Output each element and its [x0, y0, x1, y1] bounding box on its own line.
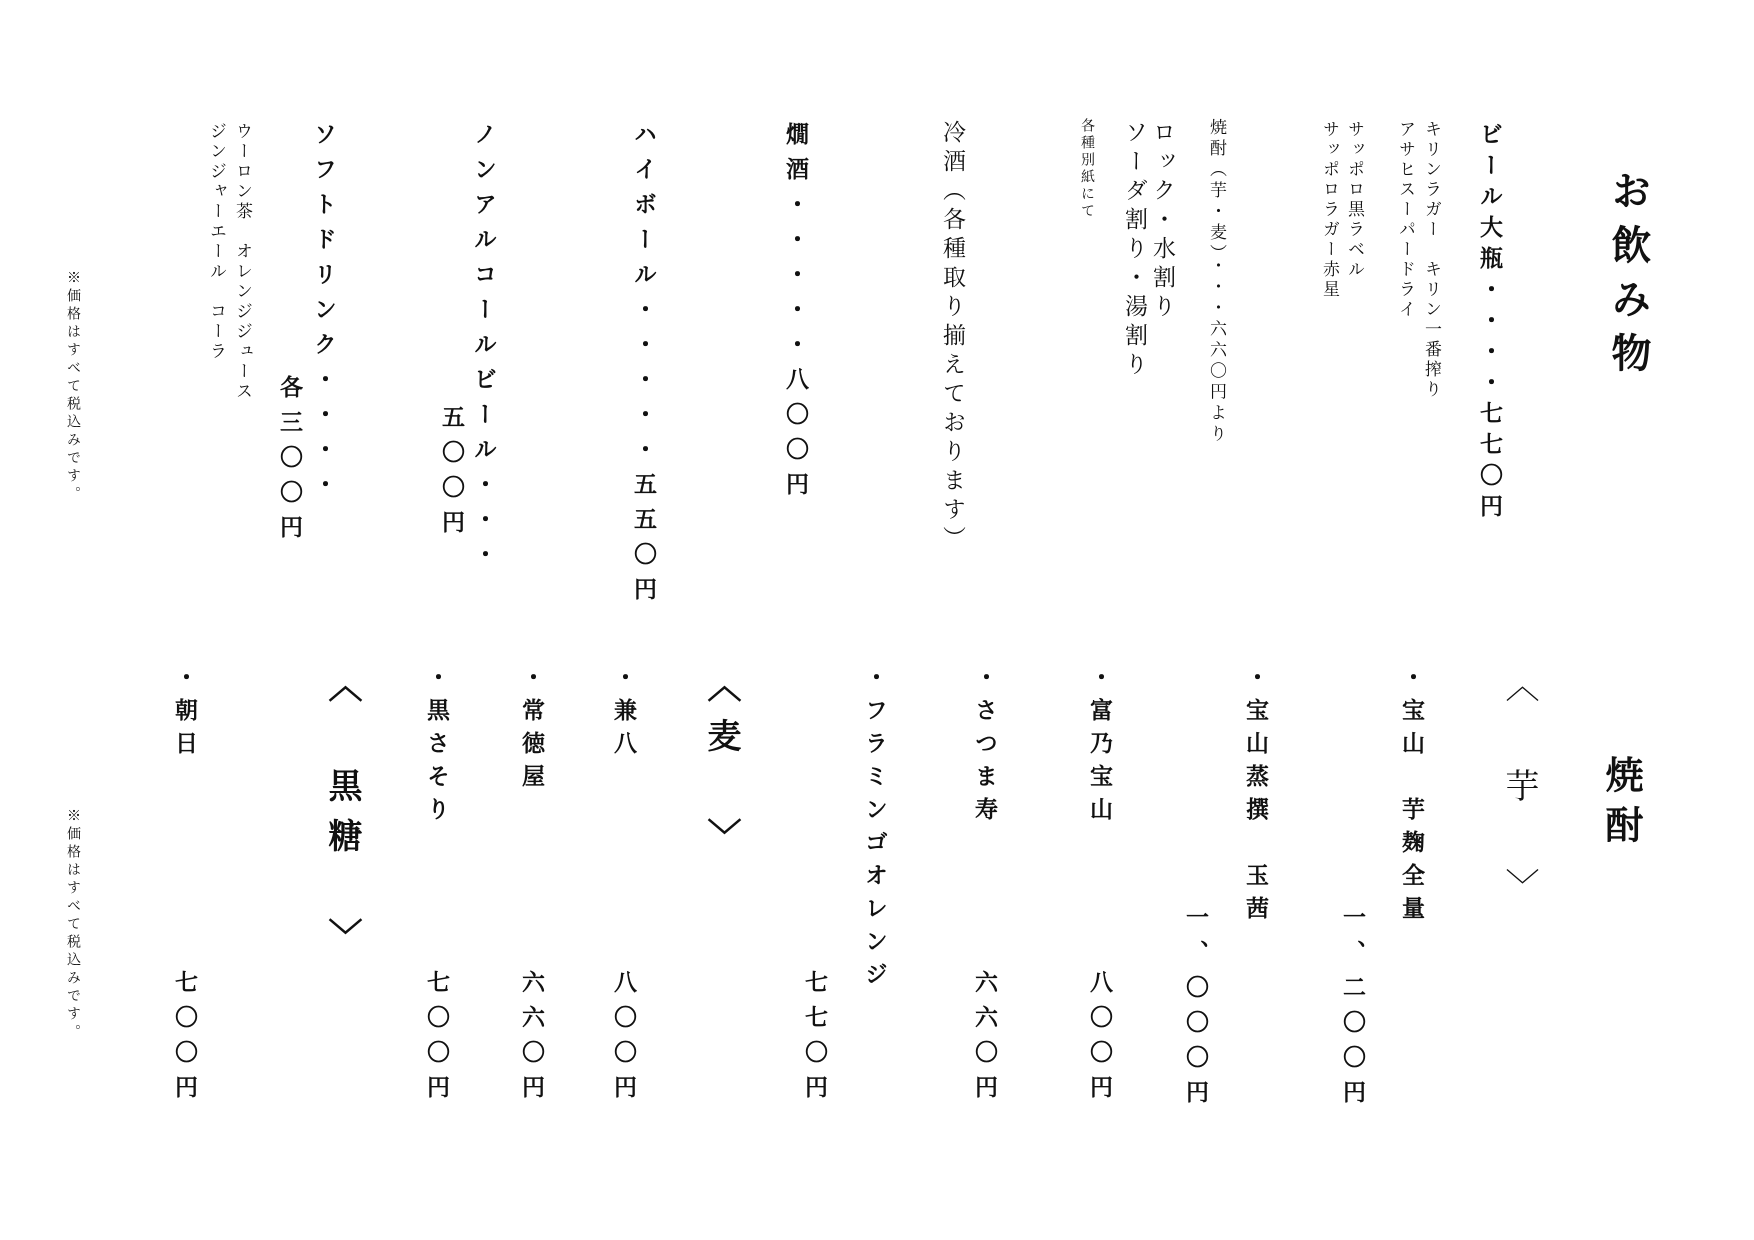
shochu-item-price: 六六〇円 — [518, 970, 545, 1110]
reishu-line: 冷酒（各種取り揃えております） — [939, 120, 965, 555]
shochu-style: ソーダ割り・湯割り — [1121, 120, 1147, 381]
soft-item: ウーロン茶 オレンジジュース — [232, 122, 252, 402]
nonalc-name: ノンアルコールビール・・・ — [470, 122, 497, 577]
shochu-item-name: ・宝山 芋麹全量 — [1398, 665, 1425, 929]
shochu-item-price: 七〇〇円 — [171, 970, 198, 1110]
kanzake-line: 燗酒・・・・・八〇〇円 — [782, 122, 809, 507]
tax-note-top: ※価格はすべて税込みです。 — [65, 270, 81, 504]
shochu-item-price: 一、〇〇〇円 — [1182, 905, 1209, 1115]
beer-brand: アサヒスーパードライ — [1395, 120, 1415, 320]
shochu-style: ロック・水割り — [1149, 120, 1175, 323]
shochu-item-name: ・黒さそり — [423, 665, 450, 830]
shochu-note: 各種別紙にて — [1079, 118, 1095, 220]
beer-brand: サッポロ黒ラベル — [1344, 120, 1364, 280]
shochu-item-price: 六六〇円 — [971, 970, 998, 1110]
beer-brand: サッポロラガー赤星 — [1319, 120, 1339, 300]
soft-name: ソフトドリンク・・・・ — [310, 122, 337, 507]
soft-price: 各三〇〇円 — [276, 375, 303, 550]
shochu-item-name: ・宝山蒸撰 玉茜 — [1242, 665, 1269, 929]
shochu-item-name: ・フラミンゴオレンジ — [861, 665, 888, 995]
shochu-item-price: 七七〇円 — [801, 970, 828, 1110]
tax-note-bottom: ※価格はすべて税込みです。 — [65, 808, 81, 1042]
drinks-title: お飲み物 — [1605, 170, 1652, 386]
shochu-item-price: 八〇〇円 — [610, 970, 637, 1110]
beer-line: ビール大瓶・・・・七七〇円 — [1476, 122, 1503, 525]
highball-line: ハイボール・・・・・五五〇円 — [630, 122, 657, 612]
shochu-item-name: ・朝日 — [171, 665, 198, 764]
shochu-item-name: ・兼八 — [610, 665, 637, 764]
soft-item: ジンジャーエール コーラ — [206, 122, 226, 362]
shochu-item-price: 八〇〇円 — [1086, 970, 1113, 1110]
shochu-line: 焼酎（芋・麦）・・・六六〇円より — [1206, 118, 1226, 446]
section-imo: 〈 芋 〉 — [1499, 668, 1539, 918]
shochu-item-name: ・さつま寿 — [971, 665, 998, 830]
shochu-menu-title: 焼酎 — [1599, 755, 1644, 855]
shochu-item-price: 一、二〇〇円 — [1339, 905, 1366, 1115]
section-kokuto: 〈 黒糖 〉 — [322, 668, 362, 968]
section-mugi: 〈麦 〉 — [701, 668, 741, 868]
beer-brand: キリンラガー キリン一番搾り — [1421, 120, 1441, 400]
shochu-item-price: 七〇〇円 — [423, 970, 450, 1110]
nonalc-price: 五〇〇円 — [438, 405, 465, 545]
shochu-item-name: ・富乃宝山 — [1086, 665, 1113, 830]
shochu-item-name: ・常徳屋 — [518, 665, 545, 797]
